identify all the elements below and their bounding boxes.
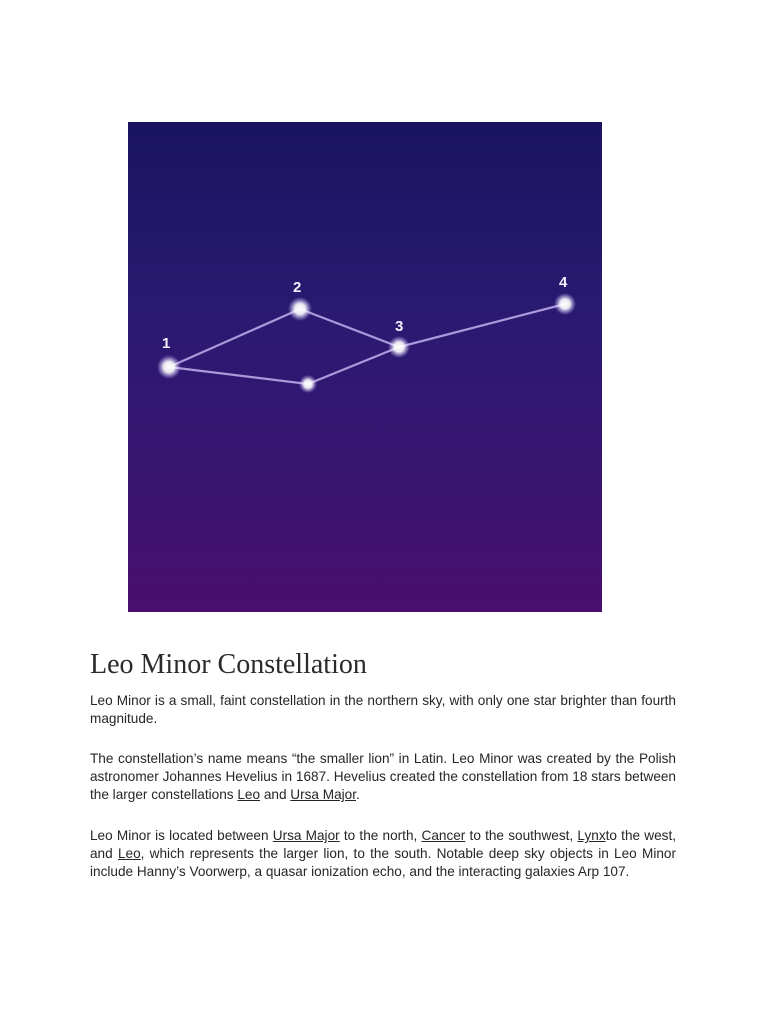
star-3	[388, 336, 410, 358]
paragraph-text: and	[260, 787, 291, 802]
link-ursa-major[interactable]: Ursa Major	[272, 828, 340, 843]
star-label-3: 3	[395, 318, 404, 335]
constellation-line	[300, 309, 399, 347]
link-ursa-major[interactable]: Ursa Major	[290, 787, 356, 802]
paragraph-text: Leo Minor is located between	[90, 828, 273, 843]
link-leo[interactable]: Leo	[117, 846, 141, 861]
star-4	[554, 293, 576, 315]
star-unlabeled	[299, 375, 317, 393]
constellation-line	[399, 304, 565, 347]
paragraph-history	[90, 750, 676, 804]
constellation-line	[169, 309, 300, 367]
link-cancer[interactable]: Cancer	[421, 828, 466, 843]
star-label-2: 2	[293, 279, 302, 296]
paragraph-text: .	[356, 787, 360, 802]
paragraph-text: , which represents the larger lion, to the south. Notable deep sky objects in Leo Minor include Hanny’s Voorwerp, a quasar ionization echo, and the interacting galaxies Arp 107.	[90, 846, 676, 879]
constellation-svg	[128, 122, 602, 612]
star-2	[288, 297, 312, 321]
constellation-diagram	[128, 122, 602, 612]
paragraph-text: to the southwest,	[465, 828, 578, 843]
link-lynx[interactable]: Lynx	[577, 828, 606, 843]
constellation-line	[169, 367, 308, 384]
page-title: Leo Minor Constellation	[90, 649, 367, 680]
star-label-4: 4	[559, 274, 568, 291]
star-1	[157, 355, 181, 379]
paragraph-text: to the north,	[339, 828, 422, 843]
paragraph-text: to the west, and	[90, 828, 677, 861]
paragraph-intro: Leo Minor is a small, faint constellation in the northern sky, with only one star brighter than fourth magnitude.	[90, 693, 676, 726]
link-leo[interactable]: Leo	[237, 787, 261, 802]
constellation-line	[308, 347, 399, 384]
paragraph-location	[90, 827, 676, 881]
paragraph-text: The constellation’s name means “the smaller lion” in Latin. Leo Minor was created by the Polish astronomer Johannes Hevelius in 1687. Hevelius created the constellation from 18 stars between the larger constellations	[90, 751, 676, 802]
star-label-1: 1	[162, 335, 171, 352]
